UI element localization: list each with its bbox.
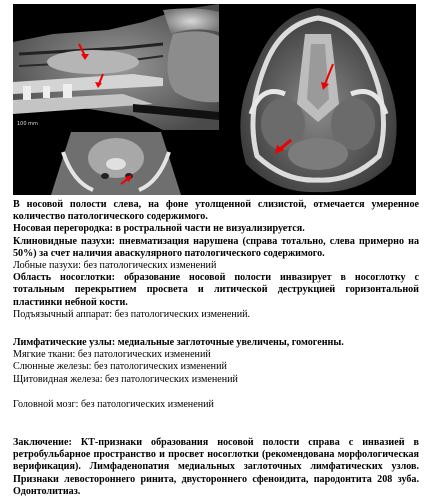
ct-axial-image <box>221 4 416 195</box>
finding-hyoid-apparatus: Подъязычный аппарат: без патологических изменений. <box>13 308 251 320</box>
finding-sphenoid-sinuses: Клиновидные пазухи: пневматизация нарушена (справа тотально, слева примерно на 50%) за счет наличия аваскулярного патологического содержимого. <box>13 235 419 259</box>
ct-image-panel <box>13 4 416 195</box>
finding-nasopharynx: Область носоглотки: образование носовой полости инвазирует в носоглотку с тотальным перекрытием просвета и литической деструкцией горизонтальной пластинки небной кости. <box>13 272 419 308</box>
report-text <box>13 199 419 498</box>
finding-thyroid: Щитовидная железа: без патологических изменений <box>13 373 238 385</box>
ct-sagittal-image <box>13 4 219 130</box>
finding-nasal-cavity: В носовой полости слева, на фоне утолщенной слизистой, отмечается умеренное количество патологического содержимого. <box>13 199 419 223</box>
conclusion: Заключение: КТ-признаки образования носовой полости справа с инвазией в ретробульбарное пространство и просвет носоглотки (рекомендована морфологическая верификация). Лимфаденопатия медиальных заглоточных лимфатических узлов. Признаки левостороннего ринита, двустороннего сфеноидита, пародонтита 208 зуба. Одонтолитиаз. <box>13 437 419 497</box>
finding-salivary-glands: Слюнные железы: без патологических изменений <box>13 361 227 373</box>
finding-lymph-nodes: Лимфатические узлы: медиальные заглоточные увеличены, гомогенны. <box>13 337 344 349</box>
finding-nasal-septum: Носовая перегородка: в ростральной части не визуализируется. <box>13 223 305 235</box>
finding-brain: Головной мозг: без патологических изменений <box>13 398 214 410</box>
finding-soft-tissues: Мягкие ткани: без патологических изменений <box>13 349 211 361</box>
scan-scale-label: 100 mm <box>17 121 38 127</box>
finding-frontal-sinuses: Лобные пазухи: без патологических изменений <box>13 260 217 272</box>
ct-coronal-image <box>13 132 219 195</box>
